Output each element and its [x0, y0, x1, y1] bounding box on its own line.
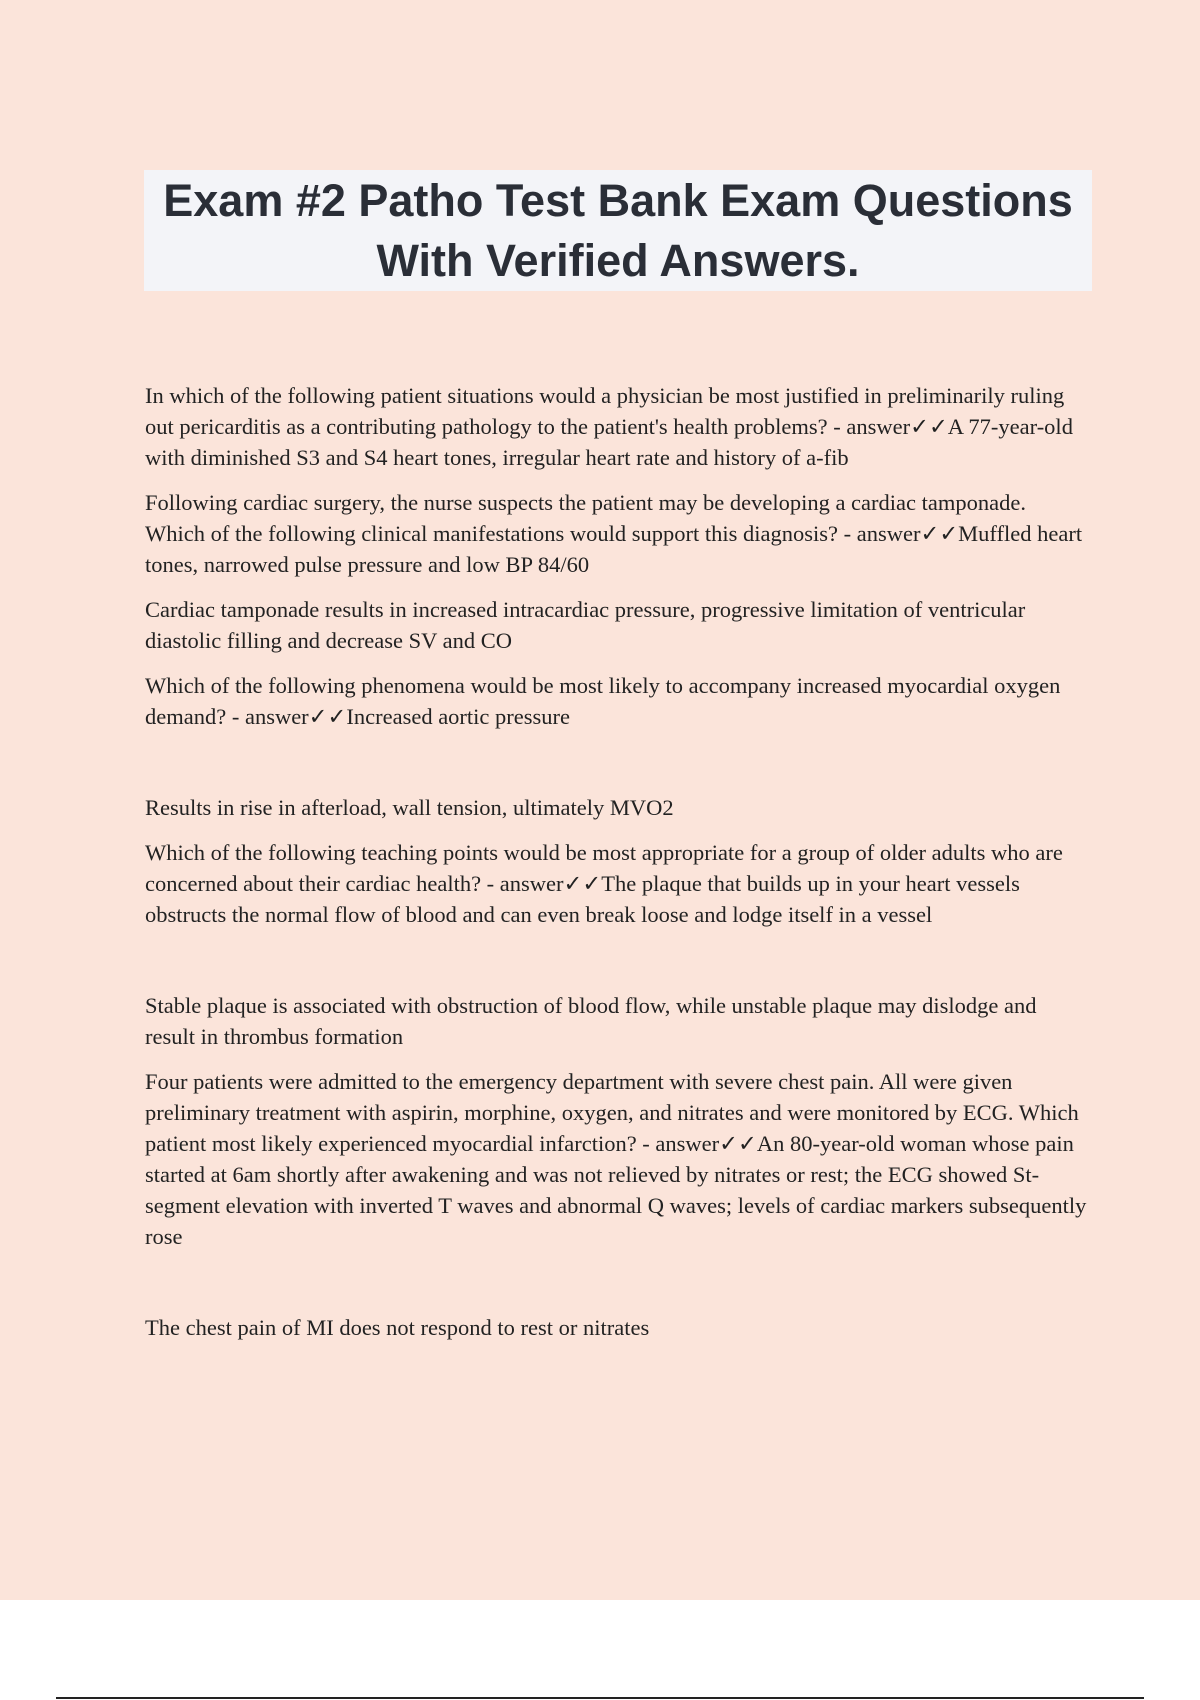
question-paragraph: Following cardiac surgery, the nurse suspects the patient may be developing a cardiac tamponade. Which of the following clinical manifestations would support this diagnosis? - answer✓✓Muffled heart tones, narrowed pulse pressure and low BP 84/60 — [145, 490, 1083, 577]
rationale-paragraph: Stable plaque is associated with obstruction of blood flow, while unstable plaque may dislodge and result in thrombus formation — [145, 993, 1037, 1049]
question-paragraph: Which of the following phenomena would be most likely to accompany increased myocardial oxygen demand? - answer✓✓Increased aortic pressure — [145, 673, 1061, 729]
document-title: Exam #2 Patho Test Bank Exam Questions With Verified Answers. — [163, 174, 1073, 286]
question-paragraph: In which of the following patient situations would a physician be most justified in preliminarily ruling out pericarditis as a contributing pathology to the patient's health problems? - answer✓✓A 77-year-old with diminished S3 and S4 heart tones, irregular heart rate and history of a-fib — [145, 383, 1073, 470]
rationale-paragraph: Cardiac tamponade results in increased intracardiac pressure, progressive limitation of ventricular diastolic filling and decrease SV and CO — [145, 597, 1026, 653]
footer-divider — [56, 1697, 1144, 1699]
rationale-paragraph: The chest pain of MI does not respond to rest or nitrates — [145, 1315, 650, 1340]
rationale-paragraph: Results in rise in afterload, wall tension, ultimately MVO2 — [145, 795, 674, 820]
question-paragraph: Four patients were admitted to the emergency department with severe chest pain. All were given preliminary treatment with aspirin, morphine, oxygen, and nitrates and were monitored by ECG. Which patient most likely experienced myocardial infarction? - answer✓✓An 80-year-old woman whose pain started at 6am shortly after awakening and was not relieved by nitrates or rest; the ECG showed St-segment elevation with inverted T waves and abnormal Q waves; levels of cardiac markers subsequently rose — [145, 1069, 1087, 1249]
question-paragraph: Which of the following teaching points would be most appropriate for a group of older adults who are concerned about their cardiac health? - answer✓✓The plaque that builds up in your heart vessels obstructs the normal flow of blood and can even break loose and lodge itself in a vessel — [145, 840, 1063, 927]
title-banner — [144, 170, 1092, 291]
document-body — [145, 380, 1090, 1343]
